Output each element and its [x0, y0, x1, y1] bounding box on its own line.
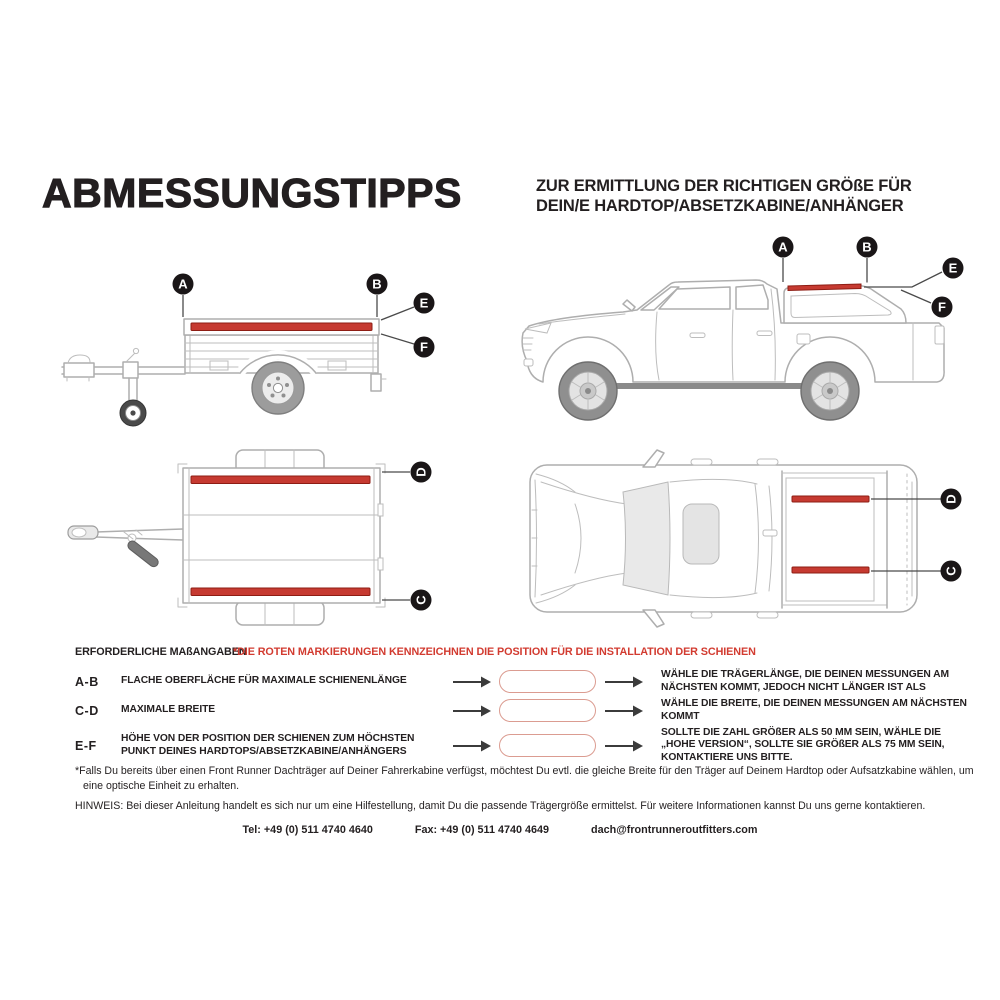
marker-d-badge: [941, 489, 962, 510]
rail-position-marking: [191, 323, 372, 331]
marker-b-badge: [857, 237, 878, 258]
marker-c-letter: C: [413, 595, 429, 605]
truck-top-view-drawing: [505, 440, 975, 640]
marker-d-letter: D: [943, 494, 959, 504]
arrow-right-icon: [605, 705, 643, 717]
marker-e-letter: E: [948, 260, 958, 276]
measurement-result: WÄHLE DIE BREITE, DIE DEINEN MESSUNGEN AM NÄCHSTEN KOMMT: [661, 698, 967, 722]
trailer-top-leader-lines: [382, 472, 410, 600]
marker-b-badge: [367, 274, 388, 295]
marker-a-letter: A: [778, 239, 788, 255]
measurement-result: WÄHLE DIE TRÄGERLÄNGE, DIE DEINEN MESSUNGEN AM NÄCHSTEN KOMMT, JEDOCH NICHT LÄNGER IST ALS: [661, 669, 949, 693]
measurement-row-ab: [75, 669, 985, 694]
subtitle-line-2: DEIN/E HARDTOP/ABSETZKABINE/ANHÄNGER: [536, 197, 904, 216]
measurement-value-pill: [499, 699, 596, 722]
marker-c-badge: [411, 590, 432, 611]
trailer-top-linework: [68, 450, 385, 625]
marker-c-letter: C: [943, 566, 959, 576]
measurement-row-ef: [75, 727, 985, 764]
contact-info: [0, 824, 1000, 836]
trailer-side-view-drawing: [60, 255, 470, 435]
required-measurements-heading: ERFORDERLICHE MAßANGABEN: [75, 646, 247, 658]
contact-email: dach@frontrunneroutfitters.com: [591, 824, 758, 836]
measurement-rows: [75, 669, 985, 768]
arrow-right-icon: [453, 740, 491, 752]
marker-c-badge: [941, 561, 962, 582]
measurement-value-pill: [499, 670, 596, 693]
asterisk-footnote: *Falls Du bereits über einen Front Runner Dachträger auf Deiner Fahrerkabine verfügst, möchtest Du evtl. die gleiche Breite für den Träger auf Deinem Hardtop oder Aufsatzkabine wählen, um eine optische Einheit zu erhalten.: [75, 765, 974, 792]
rail-position-marking: [792, 567, 869, 573]
marker-a-letter: A: [178, 276, 188, 292]
truck-side-linework: [522, 280, 944, 420]
truck-top-linework: [530, 450, 917, 627]
measurement-label: MAXIMALE BREITE: [121, 704, 216, 716]
contact-tel: Tel: +49 (0) 511 4740 4640: [242, 824, 373, 836]
marker-f-letter: F: [938, 299, 946, 315]
marker-e-badge: [414, 293, 435, 314]
marker-e-badge: [943, 258, 964, 279]
marker-a-badge: [773, 237, 794, 258]
truck-side-view-drawing: [505, 230, 975, 435]
marker-f-letter: F: [420, 339, 428, 355]
hinweis-footnote: HINWEIS: Bei dieser Anleitung handelt es sich nur um eine Hilfestellung, damit Du die passende Trägergröße ermittelst. Für weitere Informationen kannst Du uns gerne kontaktieren.: [75, 800, 926, 812]
marker-d-letter: D: [413, 467, 429, 477]
trailer-side-linework: [62, 319, 386, 426]
measurement-key: C-D: [75, 703, 99, 718]
arrow-right-icon: [453, 705, 491, 717]
marker-b-letter: B: [372, 276, 382, 292]
trailer-top-view-drawing: [60, 440, 470, 635]
arrow-right-icon: [605, 740, 643, 752]
marker-f-badge: [932, 297, 953, 318]
measurement-label: HÖHE VON DER POSITION DER SCHIENEN ZUM HÖCHSTEN PUNKT DEINES HARDTOPS/ABSETZKABINE/ANHÄNGERS: [121, 733, 415, 757]
measurement-key: A-B: [75, 674, 99, 689]
marker-a-badge: [173, 274, 194, 295]
trailer-top-view-diagram: [60, 440, 470, 640]
marker-e-letter: E: [419, 295, 429, 311]
marker-d-badge: [411, 462, 432, 483]
rail-position-marking: [792, 496, 869, 502]
arrow-right-icon: [453, 676, 491, 688]
truck-side-view-diagram: [505, 230, 975, 440]
marker-f-badge: [414, 337, 435, 358]
subtitle-line-1: ZUR ERMITTLUNG DER RICHTIGEN GRÖßE FÜR: [536, 177, 912, 195]
trailer-side-view-diagram: [60, 255, 470, 440]
measurement-row-cd: [75, 698, 985, 723]
rail-position-marking: [191, 588, 370, 596]
truck-top-view-diagram: [505, 440, 975, 645]
measurement-label: FLACHE OBERFLÄCHE FÜR MAXIMALE SCHIENENLÄNGE: [121, 675, 407, 687]
measurement-value-pill: [499, 734, 596, 757]
measurement-key: E-F: [75, 738, 97, 753]
red-markings-note: *DIE ROTEN MARKIERUNGEN KENNZEICHNEN DIE POSITION FÜR DIE INSTALLATION DER SCHIENEN: [233, 646, 756, 658]
contact-fax: Fax: +49 (0) 511 4740 4649: [414, 824, 550, 836]
rail-position-marking: [191, 476, 370, 484]
arrow-right-icon: [605, 676, 643, 688]
page-title: ABMESSUNGSTIPPS: [42, 170, 462, 216]
page-subtitle: [536, 176, 912, 216]
measurement-result: SOLLTE DIE ZAHL GRÖßER ALS 50 MM SEIN, WÄHLE DIE „HOHE VERSION“, SOLLTE SIE GRÖßER ALS 75 MM SEIN, KONTAKTIERE UNS BITTE.: [661, 727, 945, 763]
marker-b-letter: B: [862, 239, 872, 255]
